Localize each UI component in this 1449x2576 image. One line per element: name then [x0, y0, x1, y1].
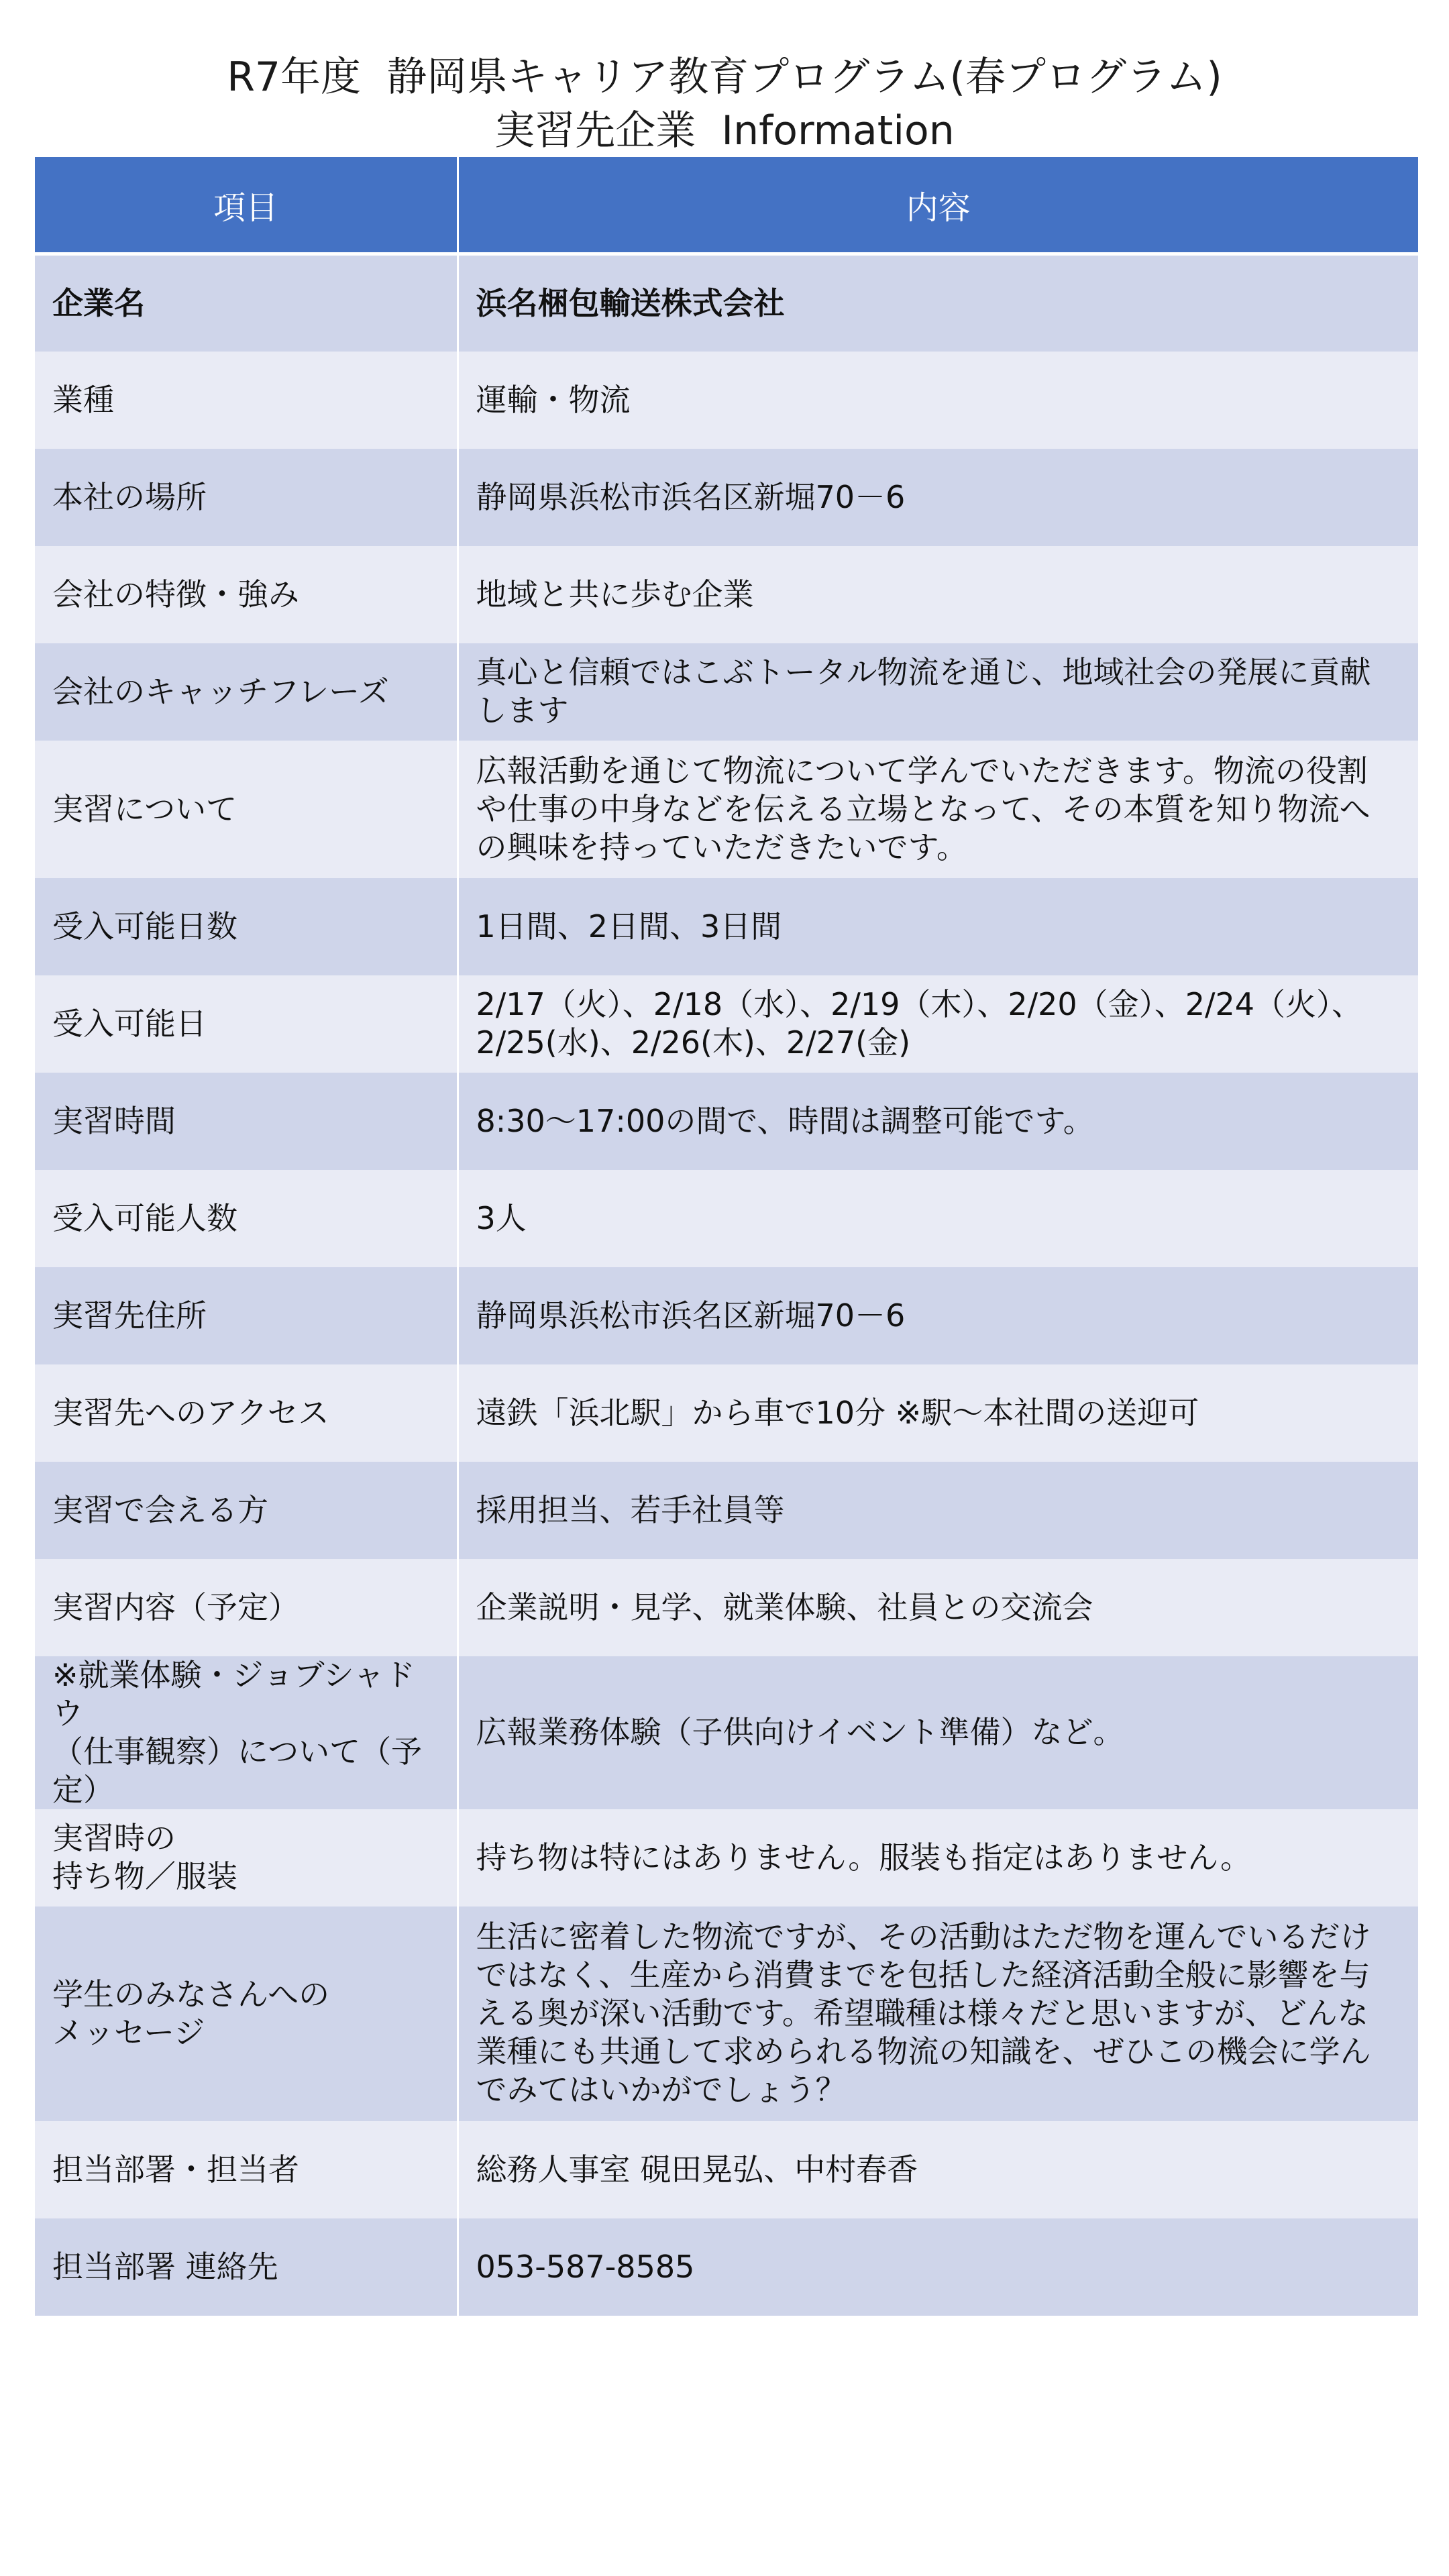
row-label: 実習内容（予定） [35, 1559, 458, 1656]
row-value: 持ち物は特にはありません。服装も指定はありません。 [458, 1809, 1418, 1907]
row-people-to-meet [35, 1462, 1418, 1559]
title-line-2: 実習先企業 Information [494, 107, 955, 154]
row-label: 実習について [35, 741, 458, 878]
row-value: 総務人事室 硯田晃弘、中村春香 [458, 2121, 1418, 2218]
row-value: 静岡県浜松市浜名区新堀70－6 [458, 1267, 1418, 1364]
row-value: 2/17（火）、2/18（水）、2/19（木）、2/20（金）、2/24（火）、 2/25(水)、2/26(木)、2/27(金) [458, 975, 1418, 1073]
row-value: 企業説明・見学、就業体験、社員との交流会 [458, 1559, 1418, 1656]
row-label: ※就業体験・ジョブシャドウ （仕事観察）について（予定） [35, 1656, 458, 1809]
row-available-dates [35, 975, 1418, 1073]
company-info-table [35, 157, 1418, 2316]
row-message [35, 1907, 1418, 2121]
row-content [35, 1559, 1418, 1656]
row-label: 企業名 [35, 254, 458, 352]
row-belongings [35, 1809, 1418, 1907]
row-industry [35, 352, 1418, 449]
row-label: 実習時間 [35, 1073, 458, 1170]
row-label: 受入可能日数 [35, 878, 458, 975]
row-value: 広報業務体験（子供向けイベント準備）など。 [458, 1656, 1418, 1809]
row-headquarters [35, 449, 1418, 546]
row-value: 採用担当、若手社員等 [458, 1462, 1418, 1559]
title-line-1: R7年度 静岡県キャリア教育プログラム(春プログラム) [227, 54, 1222, 101]
row-label: 担当部署 連絡先 [35, 2218, 458, 2316]
row-value: 遠鉄「浜北駅」から車で10分 ※駅～本社間の送迎可 [458, 1364, 1418, 1462]
row-strengths [35, 546, 1418, 643]
row-label: 担当部署・担当者 [35, 2121, 458, 2218]
row-capacity [35, 1170, 1418, 1267]
row-value: 浜名梱包輸送株式会社 [458, 254, 1418, 352]
row-label: 会社のキャッチフレーズ [35, 643, 458, 741]
row-label: 本社の場所 [35, 449, 458, 546]
header-item: 項目 [35, 157, 458, 254]
row-value: 真心と信頼ではこぶトータル物流を通じ、地域社会の発展に貢献 します [458, 643, 1418, 741]
row-label: 受入可能日 [35, 975, 458, 1073]
row-label: 実習先住所 [35, 1267, 458, 1364]
row-catchphrase [35, 643, 1418, 741]
row-label: 実習先へのアクセス [35, 1364, 458, 1462]
row-value: 3人 [458, 1170, 1418, 1267]
row-internship-about [35, 741, 1418, 878]
row-label: 業種 [35, 352, 458, 449]
row-company-name [35, 254, 1418, 352]
row-internship-address [35, 1267, 1418, 1364]
row-label: 学生のみなさんへの メッセージ [35, 1907, 458, 2121]
table-header-row [35, 157, 1418, 254]
header-content: 内容 [458, 157, 1418, 254]
row-value: 広報活動を通じて物流について学んでいただきます。物流の役割 や仕事の中身などを伝える立場となって、その本質を知り物流へ の興味を持っていただきたいです。 [458, 741, 1418, 878]
row-hours [35, 1073, 1418, 1170]
row-job-shadow [35, 1656, 1418, 1809]
row-value: 運輸・物流 [458, 352, 1418, 449]
row-value: 地域と共に歩む企業 [458, 546, 1418, 643]
row-access [35, 1364, 1418, 1462]
page-title [0, 50, 1449, 158]
row-value: 1日間、2日間、3日間 [458, 878, 1418, 975]
row-label: 受入可能人数 [35, 1170, 458, 1267]
row-label: 会社の特徴・強み [35, 546, 458, 643]
row-value: 8:30～17:00の間で、時間は調整可能です。 [458, 1073, 1418, 1170]
row-available-days-count [35, 878, 1418, 975]
row-contact-phone [35, 2218, 1418, 2316]
row-value: 静岡県浜松市浜名区新堀70－6 [458, 449, 1418, 546]
row-value: 生活に密着した物流ですが、その活動はただ物を運んでいるだけ ではなく、生産から消費までを包括した経済活動全般に影響を与 える奥が深い活動です。希望職種は様々だと思いますが、どんな 業種にも共通して求められる物流の知識を、ぜひこの機会に学ん でみてはいかがでしょう？ [458, 1907, 1418, 2121]
row-contact-person [35, 2121, 1418, 2218]
row-value: 053-587-8585 [458, 2218, 1418, 2316]
row-label: 実習で会える方 [35, 1462, 458, 1559]
row-label: 実習時の 持ち物／服装 [35, 1809, 458, 1907]
